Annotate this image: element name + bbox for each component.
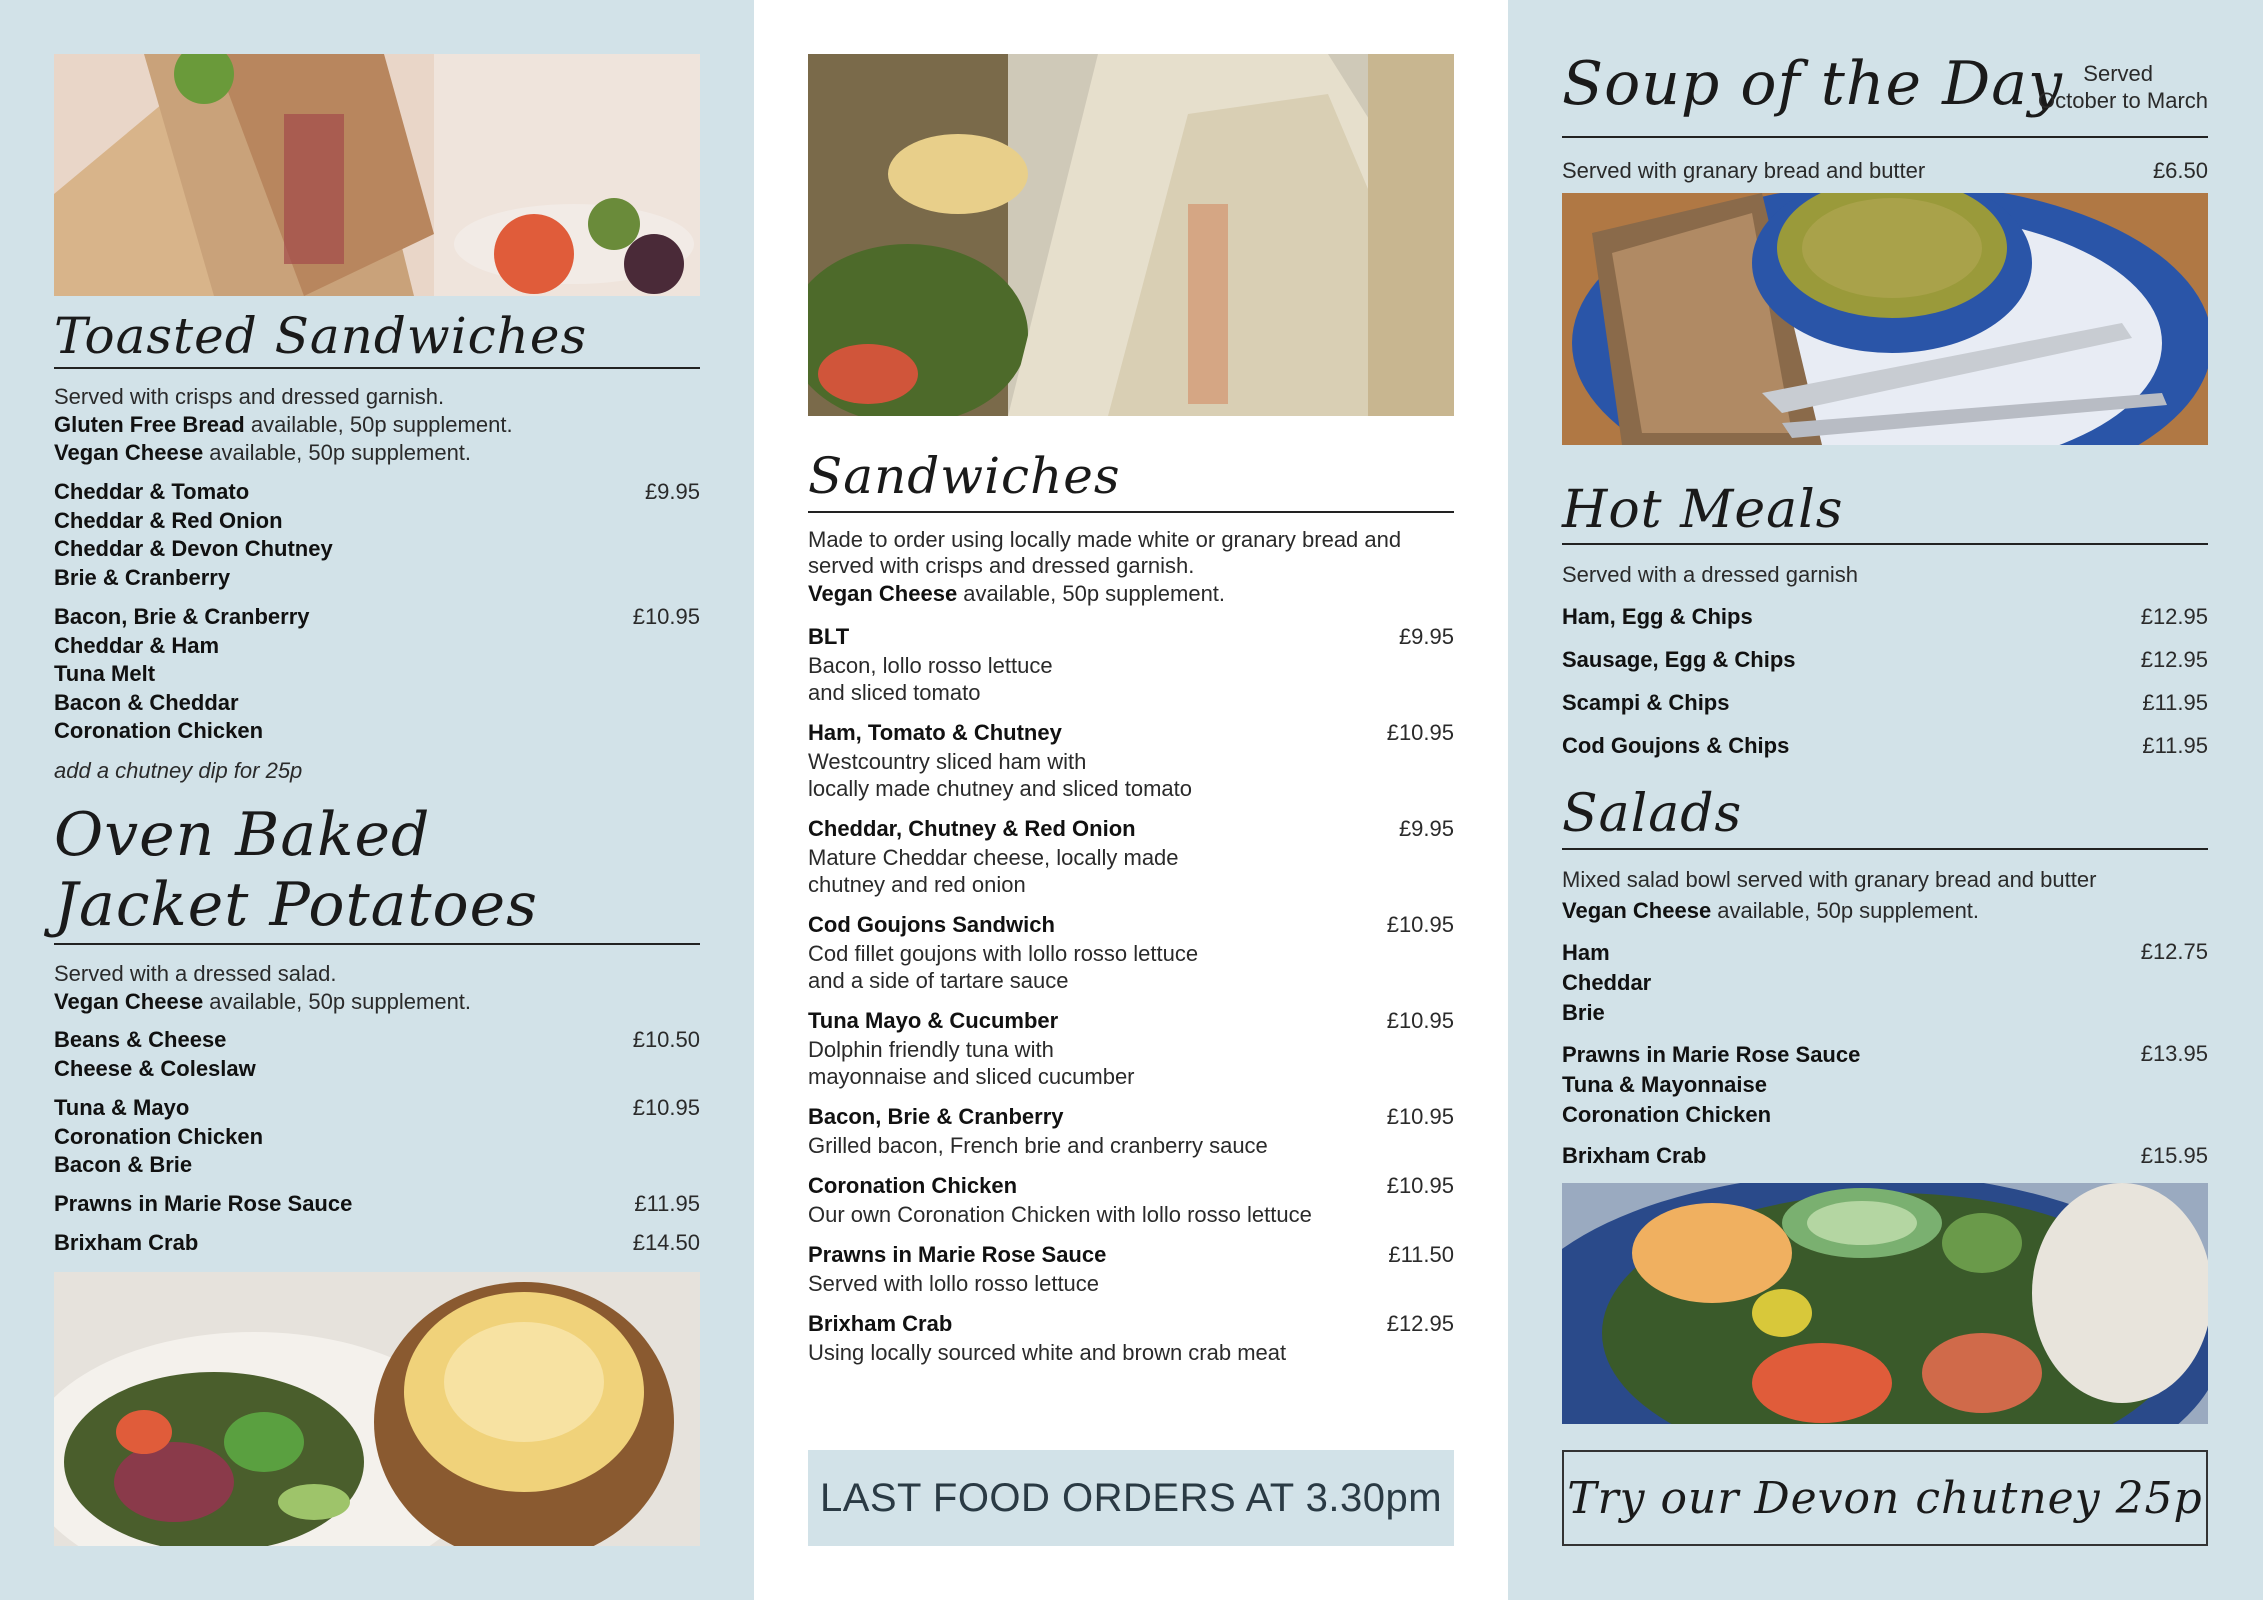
middle-panel	[754, 0, 1508, 1600]
menu-item: Cheddar & Ham	[54, 632, 220, 658]
soup-row	[1562, 157, 2208, 185]
menu-item: Bacon, Brie & Cranberry	[54, 604, 310, 629]
sandwich-item-blt	[808, 623, 1454, 706]
chutney-box	[1562, 1450, 2208, 1546]
menu-item-desc: Served with lollo rosso lettuce	[808, 1270, 1100, 1296]
menu-item-name: Ham, Tomato & Chutney	[808, 720, 1062, 745]
price: £9.95	[1398, 816, 1454, 841]
toasted-group-2	[54, 603, 700, 746]
sandwich-item-coronation	[808, 1172, 1454, 1228]
menu-item: Cheddar & Devon Chutney	[54, 536, 333, 561]
menu-item: Cheese & Coleslaw	[54, 1055, 256, 1081]
toasted-title: Toasted Sandwiches	[54, 307, 588, 365]
toasted-group-1	[54, 478, 700, 592]
vegan-cheese-note: available, 50p supplement.	[1711, 898, 1980, 923]
menu-item-desc: Cod fillet goujons with lollo rosso lettuce	[808, 940, 1199, 966]
menu-item-desc: and a side of tartare sauce	[808, 967, 1069, 993]
jacket-group-4	[54, 1229, 700, 1258]
price: £10.95	[1386, 720, 1454, 745]
price: £15.95	[2140, 1143, 2208, 1168]
jacket-vegan-line	[54, 988, 471, 1016]
hot-item	[1562, 689, 2208, 718]
menu-item-desc: mayonnaise and sliced cucumber	[808, 1063, 1135, 1089]
menu-item-desc: Westcountry sliced ham with	[808, 748, 1087, 774]
price: £10.50	[632, 1027, 700, 1052]
menu-item-name: Bacon, Brie & Cranberry	[808, 1104, 1064, 1129]
menu-item: Coronation Chicken	[54, 1123, 264, 1149]
price: £6.50	[2152, 158, 2208, 183]
menu-item-desc: Our own Coronation Chicken with lollo rosso lettuce	[808, 1201, 1312, 1227]
price: £9.95	[1398, 624, 1454, 649]
menu-item-desc: Dolphin friendly tuna with	[808, 1036, 1054, 1062]
price: £13.95	[2140, 1041, 2208, 1066]
sandwiches-title: Sandwiches	[808, 447, 1121, 505]
price: £10.95	[632, 1095, 700, 1120]
toasted-gluten-line	[54, 411, 513, 439]
price: £10.95	[632, 604, 700, 629]
vegan-cheese-label: Vegan Cheese	[808, 581, 958, 606]
soup-rule	[1562, 136, 2208, 138]
salads-group-2	[1562, 1040, 2208, 1130]
menu-item: Tuna & Mayo	[54, 1095, 190, 1120]
soup-title: Soup of the Day	[1562, 49, 2063, 119]
jacket-title-line-2: Jacket Potatoes	[54, 870, 538, 940]
price: £14.50	[632, 1230, 700, 1255]
price: £11.50	[1388, 1242, 1454, 1267]
menu-item-name: Prawns in Marie Rose Sauce	[808, 1242, 1107, 1267]
menu-item-desc: Using locally sourced white and brown crab meat	[808, 1339, 1287, 1365]
price: £12.75	[2140, 939, 2208, 964]
price: £10.95	[1386, 912, 1454, 937]
jacket-intro: Served with a dressed salad.	[54, 961, 337, 986]
menu-item: Cod Goujons & Chips	[1562, 733, 1790, 758]
served-label: Served	[2083, 61, 2153, 86]
menu-item-desc: Bacon, lollo rosso lettuce	[808, 652, 1053, 678]
jacket-potato-photo	[54, 1272, 700, 1546]
price: £10.95	[1386, 1104, 1454, 1129]
last-orders-banner: LAST FOOD ORDERS AT 3.30pm	[808, 1450, 1454, 1546]
jacket-group-2	[54, 1094, 700, 1180]
jacket-rule	[54, 943, 700, 945]
menu-item: Cheddar & Tomato	[54, 479, 250, 504]
sandwiches-intro-1: Made to order using locally made white or granary bread and	[808, 527, 1402, 552]
menu-item-name: Cod Goujons Sandwich	[808, 912, 1055, 937]
price: £11.95	[634, 1191, 700, 1216]
price: £10.95	[1386, 1008, 1454, 1033]
price: £11.95	[2142, 690, 2208, 715]
menu-item: Tuna Melt	[54, 661, 156, 686]
salad-photo	[1562, 1183, 2208, 1424]
menu-item: Brixham Crab	[1562, 1143, 1707, 1168]
sandwiches-rule	[808, 511, 1454, 513]
menu-item: Prawns in Marie Rose Sauce	[1562, 1042, 1861, 1067]
menu-item-name: Tuna Mayo & Cucumber	[808, 1008, 1059, 1033]
price: £12.95	[1386, 1311, 1454, 1336]
sandwich-item-bacon	[808, 1103, 1454, 1159]
menu-item: Ham, Egg & Chips	[1562, 604, 1753, 629]
sandwiches-intro-2: served with crisps and dressed garnish.	[808, 553, 1195, 578]
menu-item: Brie & Cranberry	[54, 564, 231, 590]
salads-vegan-line	[1562, 897, 1979, 925]
salads-group-3	[1562, 1142, 2208, 1171]
salads-title: Salads	[1562, 784, 1743, 844]
vegan-cheese-note: available, 50p supplement.	[203, 440, 472, 465]
gluten-free-note: available, 50p supplement.	[244, 412, 513, 437]
sandwiches-vegan-line	[808, 580, 1225, 608]
menu-item-desc: and sliced tomato	[808, 679, 981, 705]
menu-item-desc: locally made chutney and sliced tomato	[808, 775, 1192, 801]
menu-item: Cheddar & Red Onion	[54, 507, 283, 533]
menu-item-desc: chutney and red onion	[808, 871, 1026, 897]
menu-item-name: Cheddar, Chutney & Red Onion	[808, 816, 1136, 841]
sandwich-photo	[808, 54, 1454, 416]
menu-item: Cheddar	[1562, 970, 1652, 995]
menu-item: Coronation Chicken	[1562, 1102, 1772, 1127]
menu-item: Coronation Chicken	[54, 718, 264, 743]
vegan-cheese-label: Vegan Cheese	[54, 989, 204, 1014]
chutney-offer: Try our Devon chutney 25p	[1567, 1472, 2203, 1524]
menu-item: Bacon & Cheddar	[54, 689, 239, 715]
vegan-cheese-label: Vegan Cheese	[1562, 898, 1712, 923]
menu-item: Brixham Crab	[54, 1230, 199, 1255]
price: £11.95	[2142, 733, 2208, 758]
sandwich-item-ham	[808, 719, 1454, 802]
menu-item-name: BLT	[808, 624, 850, 649]
sandwich-item-tuna	[808, 1007, 1454, 1090]
jacket-group-1	[54, 1026, 700, 1083]
jacket-title-line-1: Oven Baked	[54, 800, 431, 870]
soup-served-note	[1878, 60, 2208, 114]
hot-item	[1562, 603, 2208, 632]
hot-item	[1562, 732, 2208, 761]
price: £12.95	[2140, 647, 2208, 672]
salads-rule	[1562, 848, 2208, 850]
menu-item: Sausage, Egg & Chips	[1562, 647, 1796, 672]
served-season: October to March	[2038, 88, 2208, 113]
menu-item-desc: Mature Cheddar cheese, locally made	[808, 844, 1179, 870]
menu-item-desc: Grilled bacon, French brie and cranberry sauce	[808, 1132, 1268, 1158]
soup-desc: Served with granary bread and butter	[1562, 158, 1926, 183]
sandwich-item-cheddar	[808, 815, 1454, 898]
price: £12.95	[2140, 604, 2208, 629]
chutney-dip-note: add a chutney dip for 25p	[54, 758, 303, 783]
vegan-cheese-note: available, 50p supplement.	[957, 581, 1226, 606]
menu-item: Brie	[1562, 1000, 1605, 1025]
menu-item: Beans & Cheese	[54, 1027, 227, 1052]
menu-item: Prawns in Marie Rose Sauce	[54, 1191, 353, 1216]
price: £10.95	[1386, 1173, 1454, 1198]
toasted-intro: Served with crisps and dressed garnish.	[54, 384, 445, 409]
menu-item-name: Brixham Crab	[808, 1311, 953, 1336]
sandwich-item-crab	[808, 1310, 1454, 1366]
price: £9.95	[644, 479, 700, 504]
toasted-vegan-line	[54, 439, 471, 467]
toasted-sandwich-photo	[54, 54, 700, 296]
right-panel	[1508, 0, 2263, 1600]
hot-item	[1562, 646, 2208, 675]
jacket-group-3	[54, 1190, 700, 1219]
hot-meals-intro: Served with a dressed garnish	[1562, 562, 1858, 587]
vegan-cheese-label: Vegan Cheese	[54, 440, 204, 465]
left-panel	[0, 0, 754, 1600]
hot-meals-title: Hot Meals	[1562, 480, 1844, 540]
menu-item: Bacon & Brie	[54, 1152, 193, 1177]
menu-item: Ham	[1562, 940, 1610, 965]
menu-item-name: Coronation Chicken	[808, 1173, 1018, 1198]
salads-intro: Mixed salad bowl served with granary bread and butter	[1562, 867, 2097, 892]
vegan-cheese-note: available, 50p supplement.	[203, 989, 472, 1014]
hot-meals-rule	[1562, 543, 2208, 545]
menu-item: Scampi & Chips	[1562, 690, 1730, 715]
sandwich-item-prawns	[808, 1241, 1454, 1297]
sandwich-item-cod	[808, 911, 1454, 994]
gluten-free-label: Gluten Free Bread	[54, 412, 245, 437]
toasted-rule	[54, 367, 700, 369]
soup-photo	[1562, 193, 2208, 445]
salads-group-1	[1562, 938, 2208, 1028]
menu-item: Tuna & Mayonnaise	[1562, 1072, 1767, 1097]
